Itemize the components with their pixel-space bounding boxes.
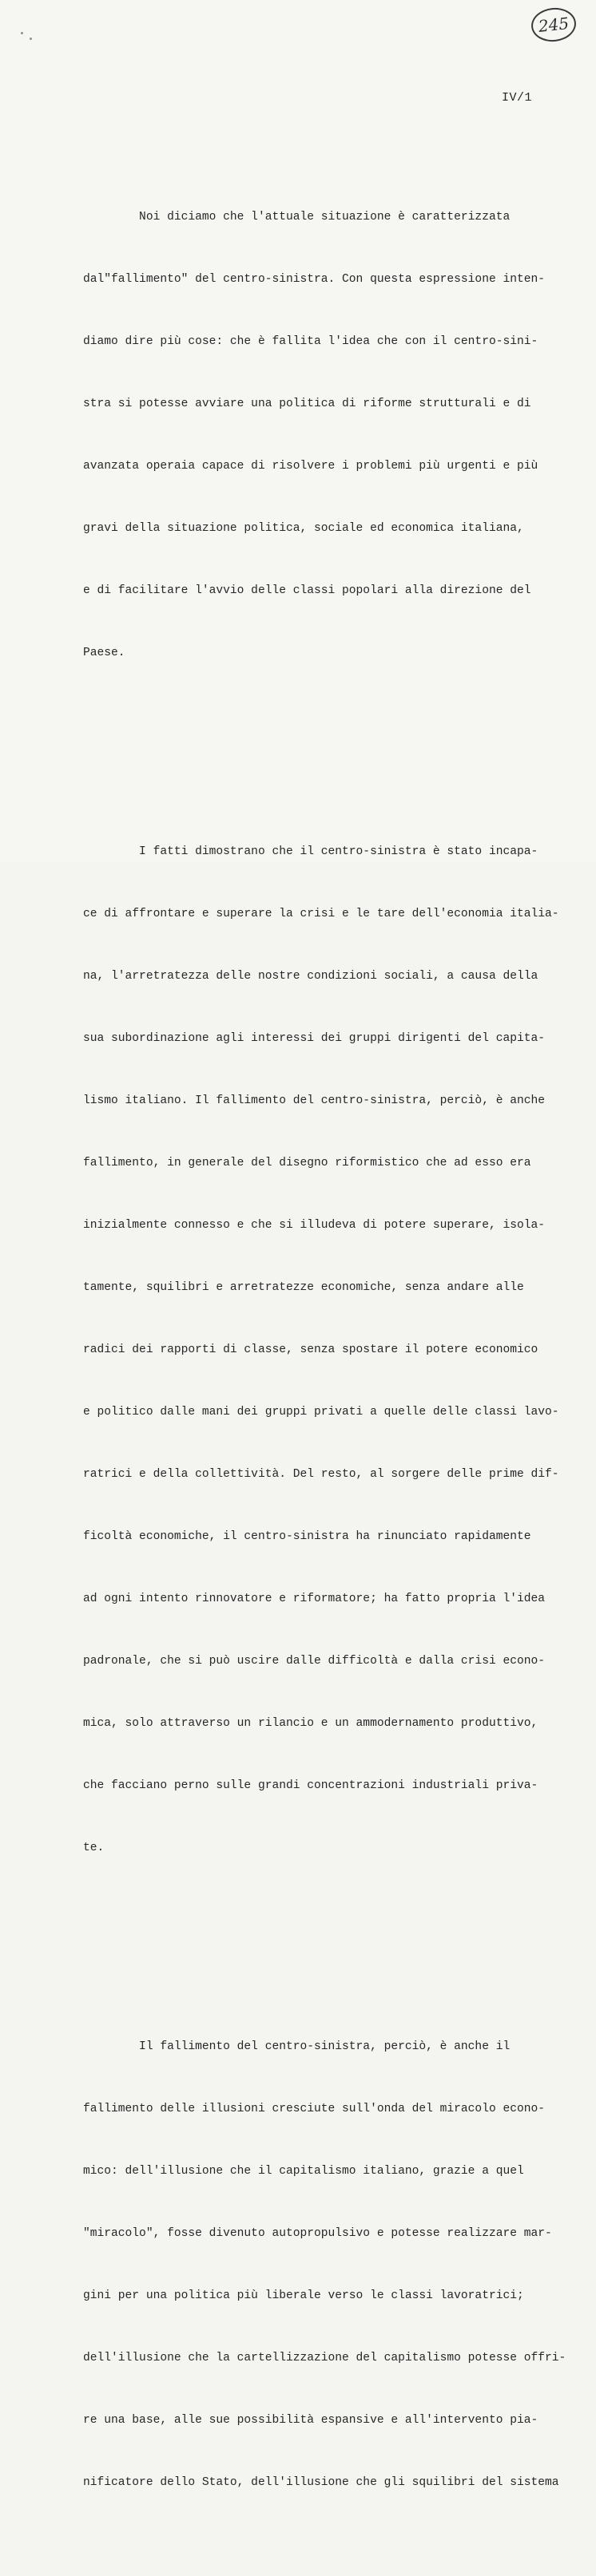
text-line: gravi della situazione politica, sociale ed economica italiana, [83,522,524,535]
text-line: radici dei rapporti di classe, senza spostare il potere economico [83,1343,538,1356]
text-line: Il fallimento del centro-sinistra, perciò, è anche il [83,2040,511,2053]
paragraph-gap [83,746,578,758]
text-line: re una base, alle sue possibilità espansive e all'intervento pia- [83,2414,538,2427]
text-line: gini per una politica più liberale verso le classi lavoratrici; [83,2289,524,2302]
text-line: avanzata operaia capace di risolvere i problemi più urgenti e più [83,460,538,473]
text-line: mica, solo attraverso un rilancio e un ammodernamento produttivo, [83,1717,538,1730]
typed-text-body [83,124,578,2576]
text-line: stra si potesse avviare una politica di riforme strutturali e di [83,398,531,410]
text-line: te. [83,1842,105,1854]
text-line: na, l'arretratezza delle nostre condizioni sociali, a causa della [83,970,538,983]
scan-speck [21,32,23,34]
text-line: padronale, che si può uscire dalle difficoltà e dalla crisi econo- [83,1655,546,1668]
text-line: fallimento, in generale del disegno riformistico che ad esso era [83,1157,531,1169]
text-line: mico: dell'illusione che il capitalismo italiano, grazie a quel [83,2165,524,2178]
text-line: Noi diciamo che l'attuale situazione è caratterizzata [83,211,511,224]
text-line: diamo dire più cose: che è fallita l'idea che con il centro-sini- [83,335,538,348]
text-line: ratrici e della collettività. Del resto, al sorgere delle prime dif- [83,1468,559,1481]
text-line: ficoltà economiche, il centro-sinistra ha rinunciato rapidamente [83,1530,531,1543]
paragraph-2 [83,800,578,1900]
paragraph-1 [83,165,578,705]
text-line: sua subordinazione agli interessi dei gruppi dirigenti del capita- [83,1032,546,1045]
text-line: e politico dalle mani dei gruppi privati a quelle delle classi lavo- [83,1406,559,1419]
text-line: tamente, squilibri e arretratezze economiche, senza andare alle [83,1281,524,1294]
text-line: I fatti dimostrano che il centro-sinistra è stato incapa- [83,845,538,858]
scan-speck [30,38,32,40]
text-line: lismo italiano. Il fallimento del centro-sinistra, perciò, è anche [83,1094,546,1107]
text-line: fallimento delle illusioni cresciute sull'onda del miracolo econo- [83,2103,546,2115]
text-line: "miracolo", fosse divenuto autopropulsivo e potesse realizzare mar- [83,2227,552,2240]
text-line: ad ogni intento rinnovatore e riformatore; ha fatto propria l'idea [83,1593,546,1605]
text-line: inizialmente connesso e che si illudeva di potere superare, isola- [83,1219,546,1232]
text-line: e di facilitare l'avvio delle classi popolari alla direzione del [83,584,531,597]
section-code: IV/1 [502,91,533,105]
page-number-stamp: 245 [530,6,578,44]
text-line: Paese. [83,647,125,659]
text-line: nificatore dello Stato, dell'illusione che gli squilibri del sistema [83,2476,559,2489]
paragraph-gap [83,1941,578,1953]
paragraph-3 [83,1995,578,2534]
text-line: ce di affrontare e superare la crisi e le tare dell'economia italia- [83,908,559,920]
text-line: dell'illusione che la cartellizzazione del capitalismo potesse offri- [83,2352,566,2364]
text-line: dal"fallimento" del centro-sinistra. Con questa espressione inten- [83,273,546,286]
text-line: che facciano perno sulle grandi concentrazioni industriali priva- [83,1779,538,1792]
